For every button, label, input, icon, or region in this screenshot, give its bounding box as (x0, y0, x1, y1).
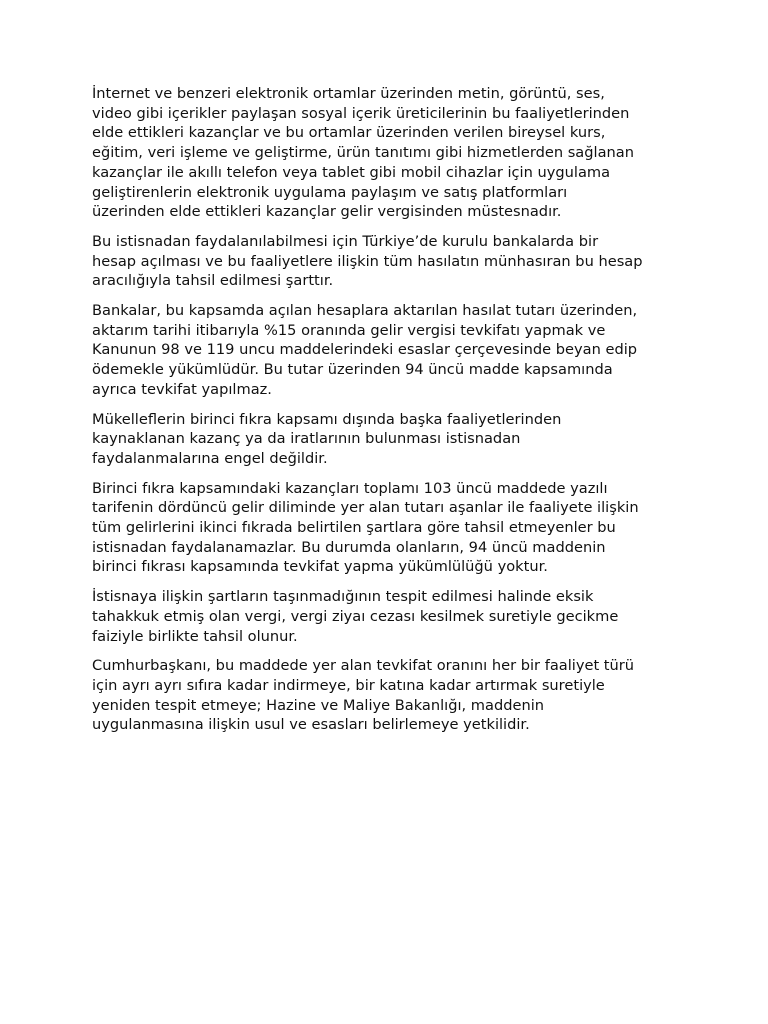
paragraph-4: Mükelleflerin birinci fıkra kapsamı dışında başka faaliyetlerinden kaynaklanan kazanç ya da iratlarının bulunması istisnadan faydalanmalarına engel değildir. (92, 410, 562, 467)
paragraph-3: Bankalar, bu kapsamda açılan hesaplara aktarılan hasılat tutarı üzerinden, aktarım tarihi itibarıyla %15 oranında gelir vergisi tevkifatı yapmak ve Kanunun 98 ve 119 uncu maddelerindeki esaslar çerçevesinde beyan edip ödemekle yükümlüdür. Bu tutar üzerinden 94 üncü madde kapsamında ayrıca tevkifat yapılmaz. (92, 302, 638, 398)
paragraph-1: İnternet ve benzeri elektronik ortamlar üzerinden metin, görüntü, ses, video gibi içerikler paylaşan sosyal içerik üreticilerinin bu faaliyetlerinden elde ettikleri kazançlar ve bu ortamlar üzerinden verilen bireysel kurs, eğitim, veri işleme ve geliştirme, ürün tanıtımı gibi hizmetlerden sağlanan kazançlar ile akıllı telefon veya tablet gibi mobil cihazlar için uygulama geliştirenlerin elektronik uygulama paylaşım ve satış platformları üzerinden elde ettikleri kazançlar gelir vergisinden müstesnadır. (92, 85, 634, 221)
paragraph-5: Birinci fıkra kapsamındaki kazançları toplamı 103 üncü maddede yazılı tarifenin dördüncü gelir diliminde yer alan tutarı aşanlar ile faaliyete ilişkin tüm gelirlerini ikinci fıkrada belirtilen şartlara göre tahsil etmeyenler bu istisnadan faydalanamazlar. Bu durumda olanların, 94 üncü maddenin birinci fıkrası kapsamında tevkifat yapma yükümlülüğü yoktur. (92, 479, 639, 576)
document-page (92, 84, 692, 745)
paragraph-6: İstisnaya ilişkin şartların taşınmadığının tespit edilmesi halinde eksik tahakkuk etmiş olan vergi, vergi ziyaı cezası kesilmek suretiyle gecikme faiziyle birlikte tahsil olunur. (92, 588, 619, 645)
paragraph-2: Bu istisnadan faydalanılabilmesi için Türkiye’de kurulu bankalarda bir hesap açılması ve bu faaliyetlere ilişkin tüm hasılatın münhasıran bu hesap aracılığıyla tahsil edilmesi şarttır. (92, 232, 643, 290)
paragraph-7: Cumhurbaşkanı, bu maddede yer alan tevkifat oranını her bir faaliyet türü için ayrı ayrı sıfıra kadar indirmeye, bir katına kadar artırmak suretiyle yeniden tespit etmeye; Hazine ve Maliye Bakanlığı, maddenin uygulanmasına ilişkin usul ve esasları belirlemeye yetkilidir. (92, 657, 635, 734)
